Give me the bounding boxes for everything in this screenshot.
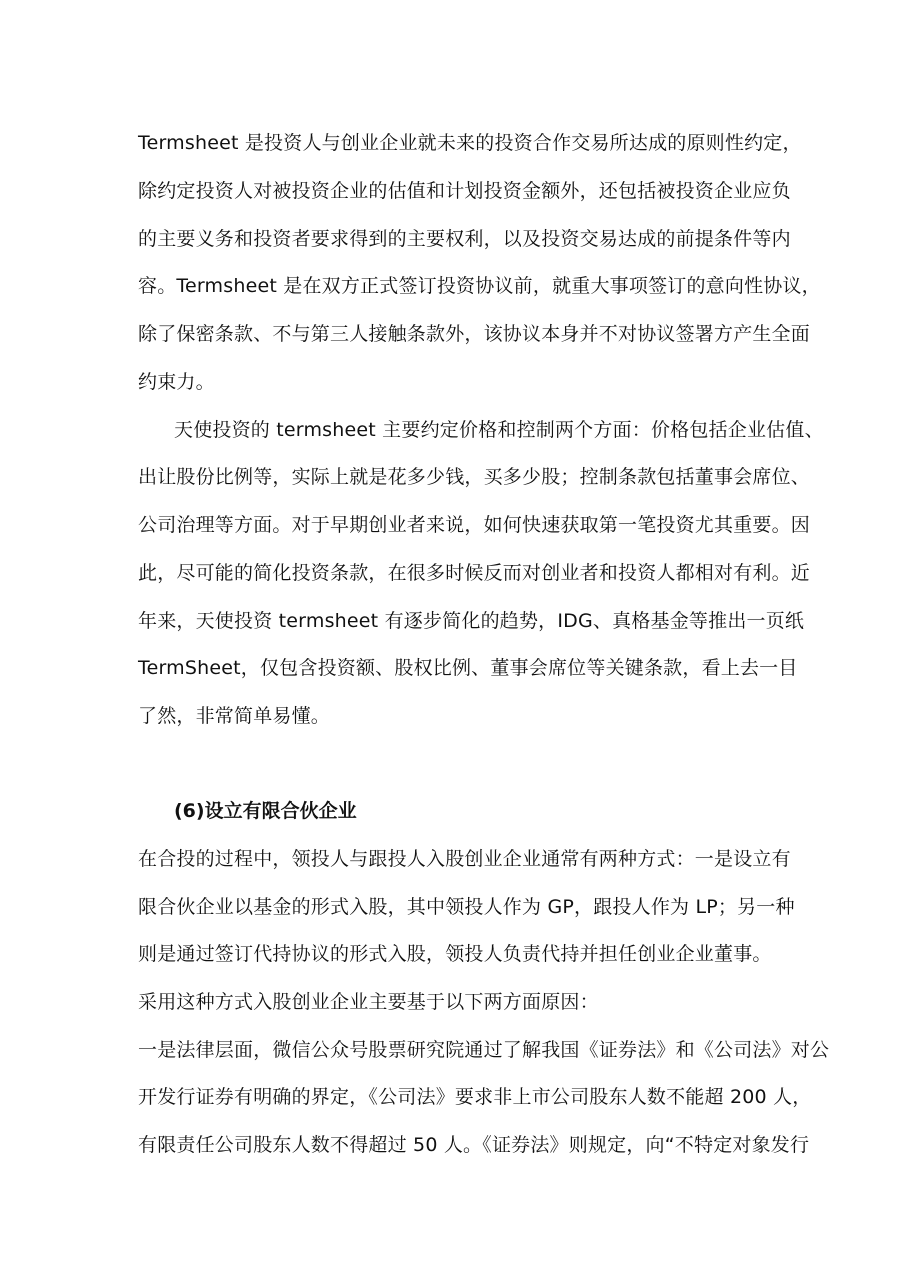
text-line: TermSheet，仅包含投资额、股权比例、董事会席位等关键条款，看上去一目 xyxy=(138,657,798,679)
text-line: 一是法律层面，微信公众号股票研究院通过了解我国《证券法》和《公司法》对公 xyxy=(138,1039,830,1061)
text-line: 年来，天使投资 termsheet 有逐步简化的趋势，IDG、真格基金等推出一页纸 xyxy=(138,610,805,632)
text-line: 在合投的过程中，领投人与跟投人入股创业企业通常有两种方式：一是设立有 xyxy=(138,848,791,870)
text-line: 此，尽可能的简化投资条款，在很多时候反而对创业者和投资人都相对有利。近 xyxy=(138,562,811,584)
text-line: 有限责任公司股东人数不得超过 50 人。《证券法》则规定，向“不特定对象发行 xyxy=(138,1134,810,1156)
text-line: 天使投资的 termsheet 主要约定价格和控制两个方面：价格包括企业估值、 xyxy=(174,419,824,441)
text-line: 出让股份比例等，实际上就是花多少钱，买多少股；控制条款包括董事会席位、 xyxy=(138,466,811,488)
text-line: 公司治理等方面。对于早期创业者来说，如何快速获取第一笔投资尤其重要。因 xyxy=(138,514,811,536)
text-line: 除约定投资人对被投资企业的估值和计划投资金额外，还包括被投资企业应负 xyxy=(138,180,791,202)
text-line: 除了保密条款、不与第三人接触条款外，该协议本身并不对协议签署方产生全面 xyxy=(138,323,811,345)
text-line: 了然，非常简单易懂。 xyxy=(138,705,331,727)
section-heading: (6)设立有限合伙企业 xyxy=(174,800,357,822)
text-line: Termsheet 是投资人与创业企业就未来的投资合作交易所达成的原则性约定， xyxy=(138,132,802,154)
text-line: 约束力。 xyxy=(138,371,215,393)
text-line: 则是通过签订代持协议的形式入股，领投人负责代持并担任创业企业董事。 xyxy=(138,943,772,965)
text-line: 开发行证券有明确的界定，《公司法》要求非上市公司股东人数不能超 200 人， xyxy=(138,1086,812,1108)
text-line: 的主要义务和投资者要求得到的主要权利，以及投资交易达成的前提条件等内 xyxy=(138,228,791,250)
text-line: 采用这种方式入股创业企业主要基于以下两方面原因： xyxy=(138,991,599,1013)
text-line: 容。Termsheet 是在双方正式签订投资协议前，就重大事项签订的意向性协议， xyxy=(138,275,821,297)
text-line: 限合伙企业以基金的形式入股，其中领投人作为 GP，跟投人作为 LP；另一种 xyxy=(138,896,795,918)
